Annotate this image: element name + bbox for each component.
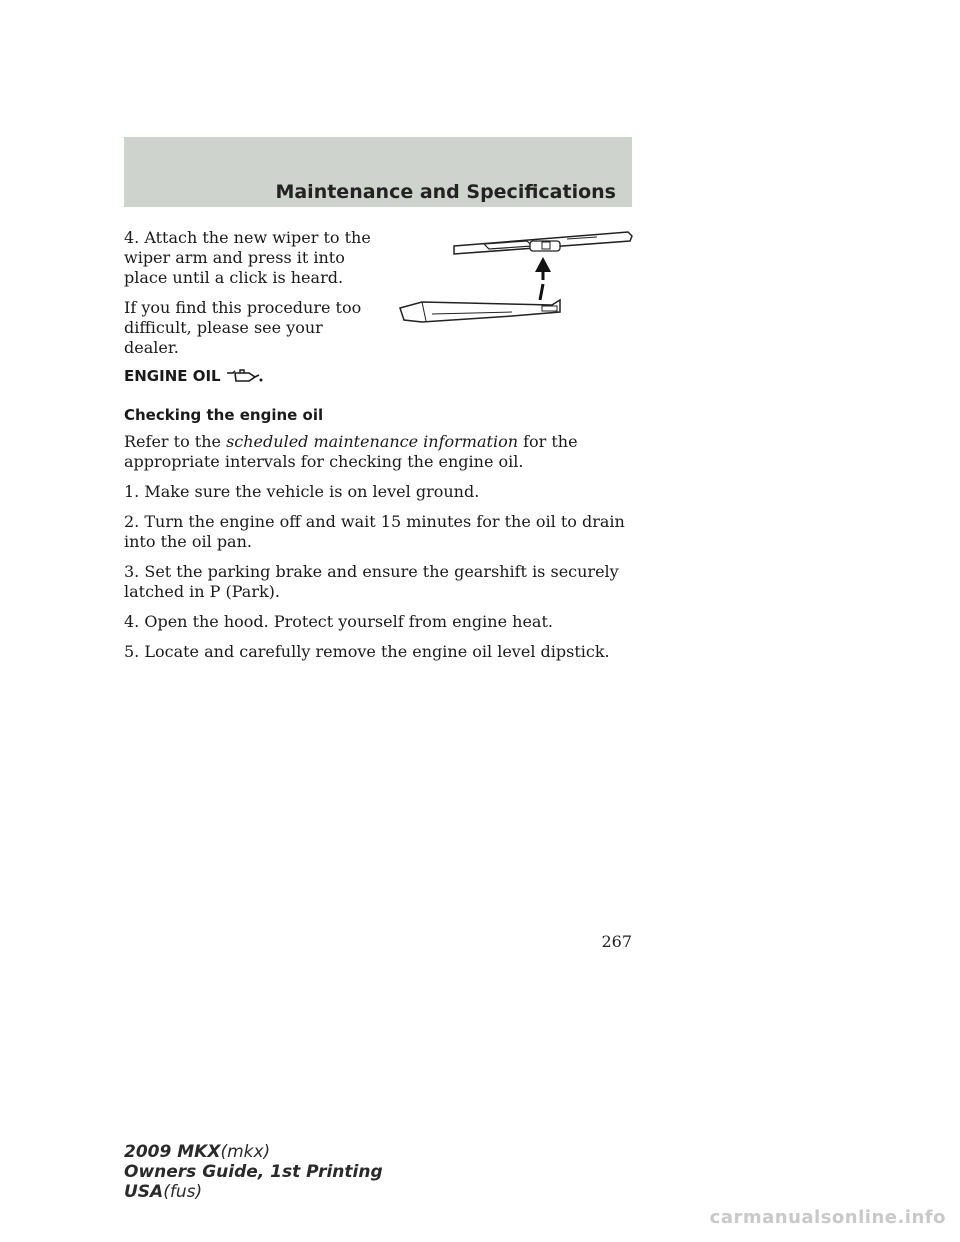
dealer-note: If you find this procedure too difficult, please see your dealer. (124, 298, 362, 357)
engine-oil-heading-label: ENGINE OIL (124, 367, 221, 385)
scheduled-maintenance-reference: scheduled maintenance information (226, 432, 518, 451)
footer-line-1: 2009 MKX(mkx) (124, 1142, 271, 1162)
section-header-band (124, 137, 632, 207)
refer-paragraph: Refer to the scheduled maintenance information for the appropriate intervals for checking the engine oil. (124, 432, 578, 471)
watermark: carmanualsonline.info (709, 1207, 946, 1228)
footer-line-2: Owners Guide, 1st Printing (124, 1162, 383, 1182)
step-item: 3. Set the parking brake and ensure the gearshift is securely latched in P (Park). (124, 562, 619, 601)
oil-can-icon (225, 368, 263, 384)
oil-check-instructions (124, 432, 634, 672)
step-4-text: 4. Attach the new wiper to the wiper arm and press it into place until a click is heard. (124, 228, 371, 287)
step-item: 1. Make sure the vehicle is on level ground. (124, 482, 480, 501)
step-item: 4. Open the hood. Protect yourself from engine heat. (124, 612, 553, 631)
checking-oil-subheading: Checking the engine oil (124, 406, 324, 424)
intro-text (124, 228, 379, 368)
footer-line-3: USA(fus) (124, 1182, 203, 1202)
wiper-blade-illustration (392, 222, 634, 334)
document-footer (124, 1142, 383, 1202)
engine-oil-heading (124, 367, 263, 385)
step-item: 2. Turn the engine off and wait 15 minutes for the oil to drain into the oil pan. (124, 512, 625, 551)
step-item: 5. Locate and carefully remove the engine oil level dipstick. (124, 642, 610, 661)
page-number: 267 (601, 932, 632, 951)
section-title: Maintenance and Specifications (275, 181, 616, 203)
